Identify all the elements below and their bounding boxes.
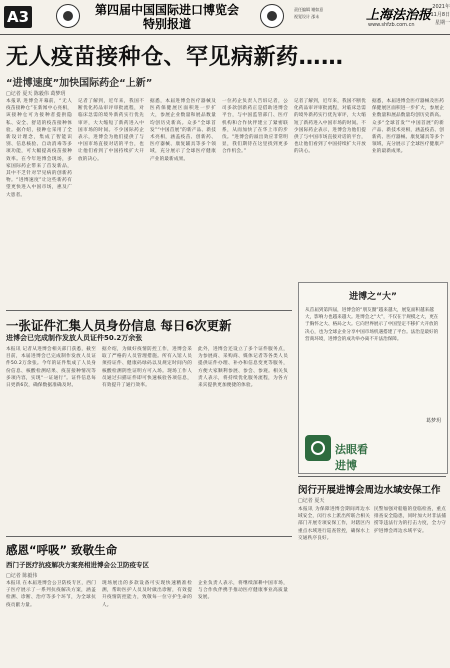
story3-headline: 闵行开展进博会周边水域安保工作 xyxy=(298,485,441,496)
page-header xyxy=(0,0,450,35)
story2-column-3: 此外，进博会还设立了多个证件服务点，为参展商、采购商、媒体记者等各类人员提供证件办理、补办和信息变更等服务，方便大家顺利参展、参会、参观。相关负责人表示，将持续优化服务流程，为各方来宾提供更加便捷的体验。 xyxy=(198,347,288,389)
section-banner xyxy=(82,3,252,31)
story2-column-1: 本报讯 记者从进博会相关部门获悉，截至目前，本届进博会已完成制作发放人员证件50.2万余张。今年的证件集成了人员身份信息、核酸检测结果、疫苗接种情况等多项内容，实现“一证通行”。证件信息每日更新6次，确保数据准确及时。 xyxy=(6,347,96,389)
newspaper-masthead: 上海法治报 xyxy=(366,8,432,23)
lead-headline: 无人疫苗接种仓、罕见病新药…… xyxy=(6,45,344,70)
story4-column-1: 本报讯 在本届进博会公卫防疫专区，西门子医疗展示了一系列抗疫解决方案，涵盖检测、诊断、治疗等多个环节，为全球抗疫贡献力量。 xyxy=(6,581,96,608)
divider xyxy=(298,476,446,477)
story4-column-2: 现场展出的多款设备可实现快速精准检测，帮助医护人员及时做出诊断，有效提升疫情防控能力，致敬每一位守护生命的人。 xyxy=(102,581,192,608)
story3-column-1: 本报讯 为保障进博会期间周边水域安全，闵行水上派出所联合相关部门开展专项安保工作，对辖区内重点水域进行巡查管控，确保水上交通秩序良好。 xyxy=(298,507,370,541)
commentary-title: 进博之“大” xyxy=(349,292,397,302)
story4-column-3: 企业负责人表示，将继续深耕中国市场，与合作伙伴携手推动医疗健康事业高质量发展。 xyxy=(198,581,288,601)
divider xyxy=(6,310,292,311)
expo-mascot-icon xyxy=(260,4,284,28)
lead-column-2: 记者了解到，近年来，我国不断优化药品审评审批流程，对临床急需的境外新药实行优先审评，大大缩短了新药进入中国市场的时间。不少国际药企表示，进博会为他们提供了与中国市场直接对话的平台，也让他们看到了中国持续扩大开放的决心。 xyxy=(78,99,144,162)
page-number-badge: A3 xyxy=(4,6,32,28)
issue-date: 2021年 11月8日 星期一 xyxy=(430,4,450,26)
lead-column-3: 据悉，本届进博会医疗器械及医药保健展区面积进一步扩大，参展企业数量和展品数量均创历史新高。众多“全球首发”“中国首展”的新产品、新技术亮相，涵盖疫苗、创新药、医疗器械、康复辅具等多个领域，充分展示了全球医疗健康产业的最新成果。 xyxy=(150,99,216,162)
story4-subhead: 西门子医疗抗疫解决方案亮相进博会公卫防疫专区 xyxy=(6,561,149,569)
commentary-body: 从首届到第四届，进博会的“朋友圈”越来越大，展览面积越来越大，影响力也越来越大。进博会之“大”，不仅在于规模之大，更在于胸怀之大、格局之大。它向世界展示了中国坚定不移扩大开放的决心，也为全球企业分享中国市场机遇搭建了平台。法治是最好的营商环境，进博会的成功举办离不开法治保障。 xyxy=(305,308,439,342)
lead-column-1: 本报讯 进博会开幕前，“无人疫苗接种仓”在新闻中心亮相，该接种仓可为接种者提供隐私、安全、舒适的疫苗接种体验。据介绍，接种仓采用了全新设计理念，集成了智能识别、信息核验、自动消毒等多项功能，可大幅提高疫苗接种效率。在今年进博会现场，多家国际药企带来了首发新品，其中不乏针对罕见病的创新药物。“进博速度”让这些新药有望更快进入中国市场，惠及广大患者。 xyxy=(6,99,72,198)
expo-logo-icon xyxy=(56,4,80,28)
section-banner-line2: 特别报道 xyxy=(142,17,191,31)
lead-column-4: 一位药企负责人告诉记者，公司多款创新药正是借助进博会平台，与中国监管部门、医疗机构和合作伙伴建立了紧密联系，从而加快了在华上市的步伐。“进博会的溢出效应非常明显，我们期待在这里找到更多合作机会。” xyxy=(222,99,288,155)
story2-column-2: 据介绍，为做好疫情防控工作，进博会采取了严格的人员管理措施。所有入馆人员须持证件、健康码绿码以及规定时间内的核酸检测阴性证明方可入场。现场工作人员通过扫描证件即可快速核验各项信息，有效提升了通行效率。 xyxy=(102,347,192,389)
column-brand xyxy=(305,431,377,472)
lead-byline: □记者 夏天 陈毅伟 葛梦玥 xyxy=(6,91,66,97)
lead-column-6: 据悉，本届进博会医疗器械及医药保健展区面积进一步扩大，参展企业数量和展品数量均创历史新高。众多“全球首发”“中国首展”的新产品、新技术亮相，涵盖疫苗、创新药、医疗器械、康复辅具等多个领域，充分展示了全球医疗健康产业的最新成果。 xyxy=(372,99,444,155)
lead-subhead: “进博速度”加快国际药企“上新” xyxy=(6,78,153,89)
story3-byline: □记者 夏天 xyxy=(298,498,325,504)
lead-column-5: 记者了解到，近年来，我国不断优化药品审评审批流程，对临床急需的境外新药实行优先审评，大大缩短了新药进入中国市场的时间。不少国际药企表示，进博会为他们提供了与中国市场直接对话的平台，也让他们看到了中国持续扩大开放的决心。 xyxy=(294,99,366,155)
story3-column-2: 民警加强对船舶的登临检查，重点排查安全隐患，同时加大对非法捕捞等违法行为的打击力度，全力守护进博会周边水域平安。 xyxy=(374,507,446,534)
eye-logo-icon xyxy=(305,435,331,461)
commentary-box xyxy=(298,282,448,474)
story4-byline: □记者 陈毅伟 xyxy=(6,573,38,579)
story2-headline: 一张证件汇集人员身份信息 每日6次更新 xyxy=(6,318,232,333)
divider xyxy=(6,536,292,537)
editors-credit: 责任编辑 谢如意 视觉设计 邵未 xyxy=(294,7,324,19)
section-banner-line1: 第四届中国国际进口博览会 xyxy=(94,3,239,17)
column-brand-label: 法眼看进博 xyxy=(335,443,368,472)
story2-subhead: 进博会已完成制作发放人员证件50.2万余张 xyxy=(6,334,143,342)
commentary-author: 葛梦玥 xyxy=(425,418,441,424)
site-url: www.shfzb.com.cn xyxy=(368,22,415,28)
story4-headline: 感恩“呼吸” 致敬生命 xyxy=(6,543,118,557)
